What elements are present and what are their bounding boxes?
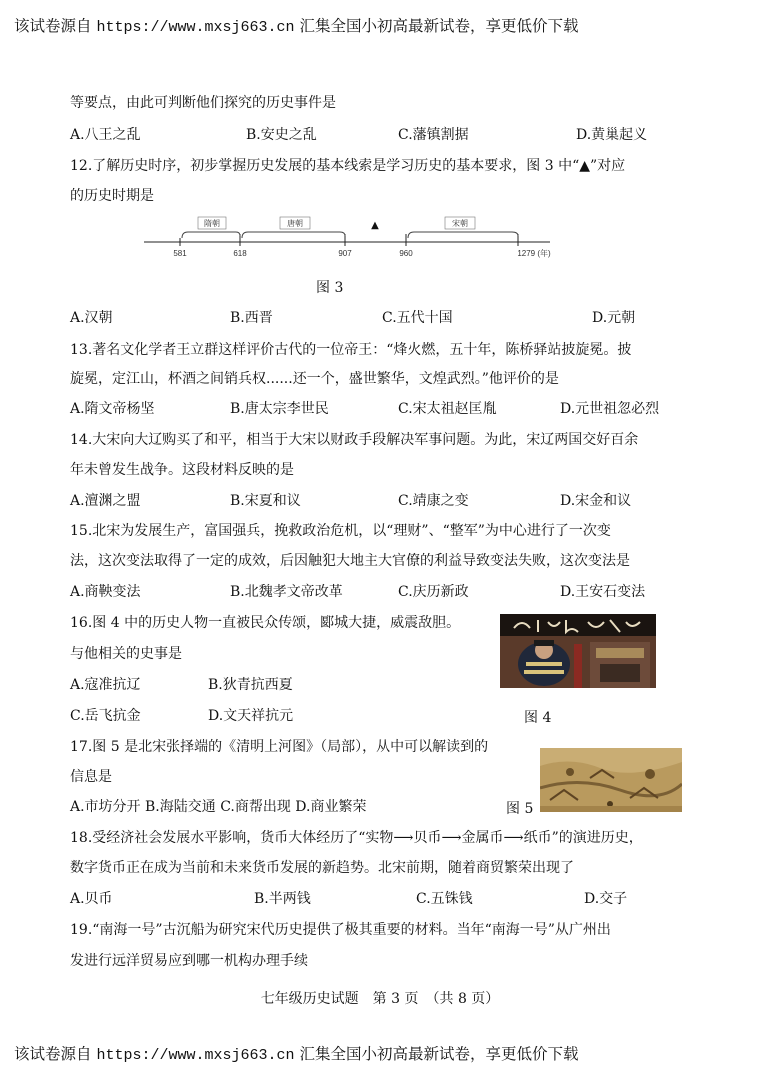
bracket-tang <box>242 232 345 238</box>
banner-prefix: 该试卷源自 <box>14 17 92 35</box>
q12-option-a: A.汉朝 <box>70 310 113 326</box>
q14-option-d: D.宋金和议 <box>560 493 632 509</box>
figure3-timeline <box>140 212 560 262</box>
q15-stem-line1: 15.北宋为发展生产，富国强兵，挽救政治危机，以“理财”、“整军”为中心进行了一次变 <box>70 523 611 539</box>
banner-url-link[interactable]: https://www.mxsj663.cn <box>96 1047 295 1064</box>
timeline-year-907: 907 <box>338 249 352 258</box>
q17-stem-line2: 信息是 <box>70 769 112 785</box>
q18-option-d: D.交子 <box>584 891 628 907</box>
q11-option-c: C.藩镇割据 <box>398 127 469 143</box>
figure3-caption: 图 3 <box>316 280 344 296</box>
q18-option-c: C.五铢钱 <box>416 891 473 907</box>
timeline-label-sui: 隋朝 <box>204 219 220 228</box>
q17-options: A.市坊分开 B.海陆交通 C.商帮出现 D.商业繁荣 <box>70 799 367 815</box>
banner-suffix: 汇集全国小初高最新试卷，享更低价下载 <box>299 1045 579 1063</box>
timeline-triangle-marker: ▲ <box>371 220 379 231</box>
figure4-portrait-image <box>500 614 656 688</box>
q13-option-a: A.隋文帝杨坚 <box>70 401 155 417</box>
q11-option-d: D.黄巢起义 <box>576 127 648 143</box>
bottom-source-banner <box>14 1042 578 1064</box>
q19-stem-line1: 19.“南海一号”古沉船为研究宋代历史提供了极其重要的材料。当年“南海一号”从广州出 <box>70 922 611 938</box>
q14-option-c: C.靖康之变 <box>398 493 469 509</box>
timeline-year-581: 581 <box>173 249 187 258</box>
q16-stem-line2: 与他相关的史事是 <box>70 646 182 662</box>
q18-option-a: A.贝币 <box>70 891 113 907</box>
q12-stem-line2: 的历史时期是 <box>70 188 154 204</box>
q12-option-d: D.元朝 <box>592 310 636 326</box>
q11-option-b: B.安史之乱 <box>246 127 317 143</box>
q16-option-a: A.寇准抗辽 <box>70 677 141 693</box>
figure5-painting-image <box>540 748 682 812</box>
q19-stem-line2: 发进行远洋贸易应到哪一机构办理手续 <box>70 953 308 969</box>
banner-suffix: 汇集全国小初高最新试卷，享更低价下载 <box>299 17 579 35</box>
banner-prefix: 该试卷源自 <box>14 1045 92 1063</box>
banner-url-link[interactable]: https://www.mxsj663.cn <box>96 19 295 36</box>
q16-option-d: D.文天祥抗元 <box>208 708 294 724</box>
q14-stem-line2: 年未曾发生战争。这段材料反映的是 <box>70 462 294 478</box>
bracket-sui <box>182 232 240 238</box>
q15-option-c: C.庆历新政 <box>398 584 469 600</box>
q15-option-a: A.商鞅变法 <box>70 584 141 600</box>
timeline-label-song: 宋朝 <box>452 219 468 228</box>
q13-option-b: B.唐太宗李世民 <box>230 401 329 417</box>
q13-stem-line2: 旋冕，定江山，杯酒之间销兵权......还一个，盛世繁华，文煌武烈。”他评价的是 <box>70 371 559 387</box>
timeline-year-1279: 1279 (年) <box>517 249 551 258</box>
q13-option-d: D.元世祖忽必烈 <box>560 401 660 417</box>
figure4-caption: 图 4 <box>524 710 552 726</box>
q14-stem-line1: 14.大宋向大辽购买了和平，相当于大宋以财政手段解决军事问题。为此，宋辽两国交好百余 <box>70 432 639 448</box>
timeline-year-960: 960 <box>399 249 413 258</box>
q12-stem-line1: 12.了解历史时序，初步掌握历史发展的基本线索是学习历史的基本要求，图 3 中“▲”对应 <box>70 158 626 174</box>
timeline-year-618: 618 <box>233 249 247 258</box>
q15-option-b: B.北魏孝文帝改革 <box>230 584 343 600</box>
q16-option-b: B.狄青抗西夏 <box>208 677 293 693</box>
q18-stem-line1: 18.受经济社会发展水平影响，货币大体经历了“实物⟶贝币⟶金属币⟶纸币”的演进历史， <box>70 830 643 846</box>
figure5-caption: 图 5 <box>506 801 534 817</box>
q12-option-c: C.五代十国 <box>382 310 453 326</box>
q18-stem-line2: 数字货币正在成为当前和未来货币发展的新趋势。北宋前期，随着商贸繁荣出现了 <box>70 860 574 876</box>
q17-stem-line1: 17.图 5 是北宋张择端的《清明上河图》（局部），从中可以解读到的 <box>70 739 489 755</box>
q16-option-c: C.岳飞抗金 <box>70 708 141 724</box>
q12-option-b: B.西晋 <box>230 310 273 326</box>
q11-stem-tail: 等要点，由此可判断他们探究的历史事件是 <box>70 95 336 111</box>
q15-stem-line2: 法，这次变法取得了一定的成效，后因触犯大地主大官僚的利益导致变法失败，这次变法是 <box>70 553 630 569</box>
timeline-label-tang: 唐朝 <box>287 219 303 228</box>
q16-stem-line1: 16.图 4 中的历史人物一直被民众传颂，郾城大捷，威震敌胆。 <box>70 615 461 631</box>
q11-option-a: A.八王之乱 <box>70 127 141 143</box>
q14-option-b: B.宋夏和议 <box>230 493 301 509</box>
q15-option-d: D.王安石变法 <box>560 584 646 600</box>
q14-option-a: A.澶渊之盟 <box>70 493 141 509</box>
q13-option-c: C.宋太祖赵匡胤 <box>398 401 497 417</box>
q13-stem-line1: 13.著名文化学者王立群这样评价古代的一位帝王：“烽火燃，五十年，陈桥驿站披旋冕。披 <box>70 342 632 358</box>
top-source-banner <box>14 14 578 36</box>
bracket-song <box>408 232 518 238</box>
page-footer: 七年级历史试题 第 3 页 （共 8 页） <box>260 991 500 1007</box>
q18-option-b: B.半两钱 <box>254 891 311 907</box>
